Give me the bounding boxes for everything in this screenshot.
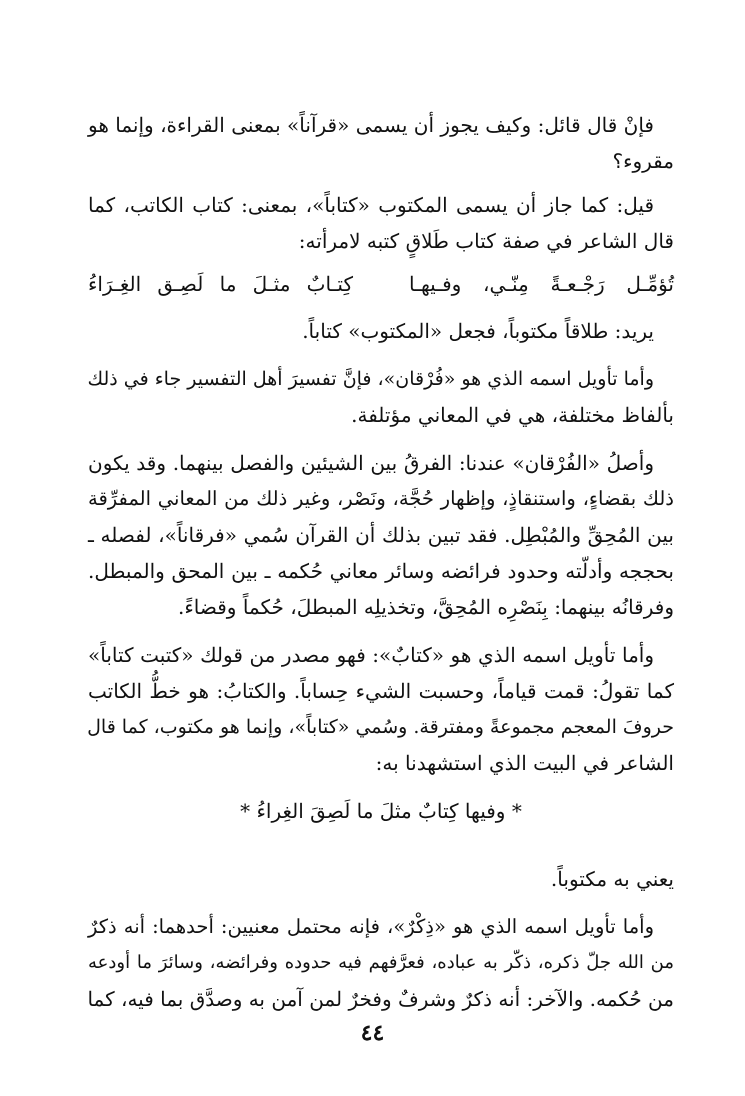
text-line: ذلك بقضاءٍ، واستنقاذٍ، وإظهار حُجَّة، ونَصْر، وغير ذلك من المعاني المفرِّقة xyxy=(88,487,674,510)
verse-second-hemistich: كِتـابٌ مثـلَ ما لَصِـق الغِـرَاءُ xyxy=(88,272,353,296)
page-number: ٤٤ xyxy=(360,1020,385,1046)
text-line: كما تقولُ: قمت قياماً، وحسبت الشيء حِساباً. والكتابُ: هو خطُّ الكاتب xyxy=(88,679,674,703)
text-line: يريد: طلاقاً مكتوباً، فجعل «المكتوب» كتاباً. xyxy=(302,319,654,343)
text-line: بين المُحِقِّ والمُبْطِل. فقد تبين بذلك أن القرآن سُمي «فرقاناً»، لفصله ـ xyxy=(88,523,674,547)
text-line: فإنْ قال قائل: وكيف يجوز أن يسمى «قرآناً» بمعنى القراءة، وإنما هو xyxy=(88,113,654,137)
quoted-verse: * وفيها كِتابٌ مثلَ ما لَصِقَ الغِراءُ * xyxy=(240,799,522,823)
text-line: وأما تأويل اسمه الذي هو «كتابٌ»: فهو مصدر من قولك «كتبت كتاباً» xyxy=(88,643,654,667)
text-line: وأما تأويل اسمه الذي هو «فُرْقان»، فإنَّ تفسيرَ أهل التفسير جاء في ذلك xyxy=(87,368,654,390)
text-line: بحججه وأدلّته وحدود فرائضه وسائر معاني حُكمه ـ بين المحق والمبطل. xyxy=(88,559,674,583)
text-line: من الله جلّ ذكره، ذكّر به عباده، فعرَّفهم فيه حدوده وفرائضه، وسائرَ ما أودعه xyxy=(88,952,674,973)
text-line: بألفاظ مختلفة، هي في المعاني مؤتلفة. xyxy=(351,403,674,427)
text-line: مقروء؟ xyxy=(612,149,674,173)
verse-first-hemistich: تُؤمِّـل رَجْـعـةً مِنّـي، وفـيهـا xyxy=(409,272,674,296)
text-line: حروفَ المعجم مجموعةً ومفترقة. وسُمي «كتاباً»، وإنما هو مكتوب، كما قال xyxy=(87,716,674,738)
text-line: الشاعر في البيت الذي استشهدنا به: xyxy=(375,751,674,775)
document-page xyxy=(87,102,674,1011)
text-line: يعني به مكتوباً. xyxy=(550,867,674,891)
text-line: وأما تأويل اسمه الذي هو «ذِكْرٌ»، فإنه محتمل معنيين: أحدهما: أنه ذكرٌ xyxy=(88,915,654,938)
poem-verse xyxy=(88,268,674,300)
text-line: من حُكمه. والآخر: أنه ذكرٌ وشرفٌ وفخرٌ لمن آمن به وصدَّق بما فيه، كما xyxy=(87,987,674,1011)
text-line: قيل: كما جاز أن يسمى المكتوب «كتاباً»، بمعنى: كتاب الكاتب، كما xyxy=(88,193,654,217)
text-line: وأصلُ «الفُرْقان» عندنا: الفرقُ بين الشيئين والفصل بينهما. وقد يكون xyxy=(88,451,654,475)
text-line: وفرقانُه بينهما: بِنَصْرِه المُحِقَّ، وتخذيلِه المبطلَ، حُكماً وقضاءً. xyxy=(178,595,674,619)
text-line: قال الشاعر في صفة كتاب طَلاقٍ كتبه لامرأته: xyxy=(298,229,674,253)
